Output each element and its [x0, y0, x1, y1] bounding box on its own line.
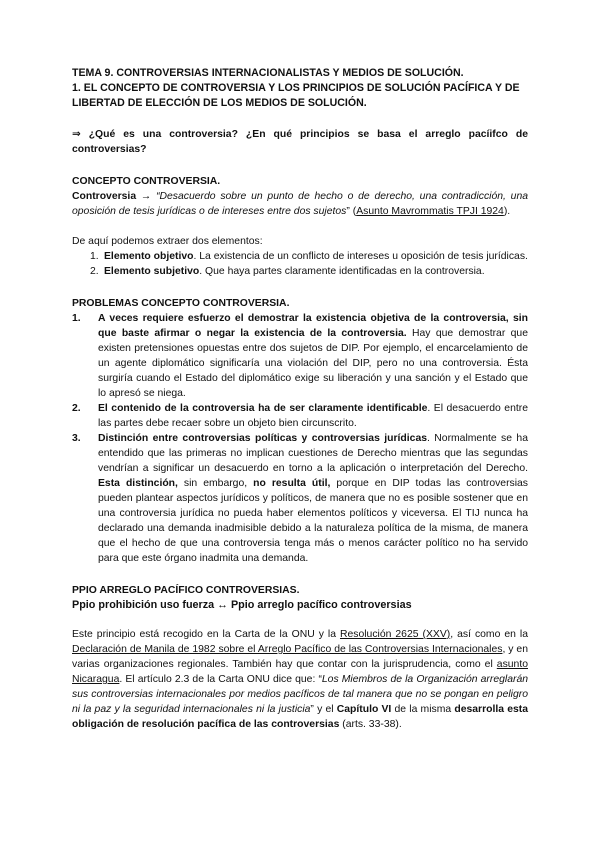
ppio-text-1: Este principio está recogido en la Carta de la ONU y la [72, 629, 340, 640]
document-title [72, 66, 528, 111]
paren-open: ( [349, 206, 357, 217]
case-link-mavrommatis[interactable]: Asunto Mavrommatis TPJI 1924 [356, 206, 504, 217]
concepto-term: Controversia [72, 191, 137, 202]
problem-text: . El desacuerdo entre las partes debe recaer sobre un objeto bien circunscrito. [98, 403, 528, 429]
list-item [72, 401, 528, 431]
problems-list [72, 311, 528, 566]
element-text: . Que haya partes claramente identificadas en la controversia. [199, 266, 485, 277]
double-arrow-icon: ↔ [217, 599, 228, 611]
problem-text-b: sin embargo, [177, 478, 254, 489]
list-item [72, 249, 528, 264]
link-asunto-nicaragua[interactable]: asunto Nicaragua [72, 659, 528, 685]
ppio-text-6: de la misma [391, 704, 455, 715]
problem-text: Hay que demostrar que existen pretensiones opuestas entre dos sujetos de DIP. Por ejemplo, el encarcelamiento de un agente diplomático significaría una violación del DIP, pero no una controversia. Ésta surgiría cuando el Estado del diplomático exige su liberación y una sanción y el Estado que lo apresó se niega. [98, 328, 528, 399]
problem-bold-c: no resulta útil, [253, 478, 331, 489]
ppio-heading: PPIO ARREGLO PACÍFICO CONTROVERSIAS. [72, 585, 300, 596]
link-declaracion-manila[interactable]: Declaración de Manila de 1982 sobre el Arreglo Pacífico de las Controversias Internacionales [72, 644, 503, 655]
title-line-2: 1. EL CONCEPTO DE CONTROVERSIA Y LOS PRINCIPIOS DE SOLUCIÓN PACÍFICA Y DE LIBERTAD DE ELECCIÓN DE LOS MEDIOS DE SOLUCIÓN. [72, 82, 520, 109]
problem-text-c: porque en DIP todas las controversias pueden plantear aspectos jurídicos y políticos, de manera que no es posible sostener que en una controversia jurídica no pueda haber elementos políticos y viceversa. El TIJ nunca ha declarado una demanda inadmisible debido a la naturaleza política de la misma, de manera que el hecho de que una controversia tenga más o menos carácter político no ha servido para que este órgano inadmita una demanda. [98, 478, 529, 564]
ppio-text-3: , y en varias organizaciones regionales. También hay que contar con la jurisprudencia, como el [72, 644, 528, 670]
problem-bold: El contenido de la controversia ha de ser claramente identificable [98, 403, 428, 414]
problem-bold-b: Esta distinción, [98, 478, 178, 489]
element-text: . La existencia de un conflicto de intereses u oposición de tesis jurídicas. [193, 251, 528, 262]
element-term: Elemento subjetivo [104, 266, 200, 277]
problem-bold: Distinción entre controversias políticas y controversias jurídicas [98, 433, 427, 444]
paren-close: ). [503, 206, 511, 217]
ppio-text-7: (arts. 33-38). [339, 719, 402, 730]
problem-bold: A veces requiere esfuerzo el demostrar la existencia objetiva de la controversia, sin que baste afirmar o negar la existencia de la controversia. [98, 313, 528, 339]
ppio-text-2: , así como en la [450, 629, 528, 640]
ppio-sub-a: Ppio prohibición uso fuerza [72, 599, 215, 611]
list-number: 2. [90, 266, 99, 277]
arrow-right-icon: ⇒ [72, 129, 81, 140]
list-number: 3. [72, 433, 81, 444]
ppio-subheading [72, 598, 528, 613]
element-term: Elemento objetivo [104, 251, 194, 262]
title-line-1: TEMA 9. CONTROVERSIAS INTERNACIONALISTAS Y MEDIOS DE SOLUCIÓN. [72, 67, 464, 79]
ppio-paragraph [72, 627, 528, 732]
ppio-text-4: . El artículo 2.3 de la Carta ONU dice que: “ [119, 674, 322, 685]
concepto-heading: CONCEPTO CONTROVERSIA. [72, 176, 221, 187]
list-number: 1. [72, 313, 81, 324]
ppio-sub-b: Ppio arreglo pacífico controversias [230, 599, 412, 611]
list-item [72, 431, 528, 566]
problem-text: . Normalmente se ha entendido que las primeras no implican cuestiones de Derecho mientras que las segundas vendrían a significar un desacuerdo en torno a la aplicación o interpretación del Derecho. [98, 433, 528, 474]
list-item [72, 264, 528, 279]
elements-intro: De aquí podemos extraer dos elementos: [72, 236, 263, 247]
ppio-bold-capitulo: Capítulo VI [336, 704, 392, 715]
ppio-bold-obligacion: desarrolla esta obligación de resolución pacífica de las controversias [72, 704, 529, 730]
arrow-icon: → [140, 191, 152, 202]
concepto-quote: “Desacuerdo sobre un punto de hecho o de derecho, una contradicción, una oposición de tesis jurídicas o de intereses entre dos sujetos [72, 191, 529, 217]
list-number: 1. [90, 251, 99, 262]
concepto-definition [72, 189, 528, 219]
question [72, 127, 528, 157]
ppio-quote: Los Miembros de la Organización arreglarán sus controversias internacionales por medios pacíficos de tal manera que no se pongan en peligro ni la paz y la seguridad internacionales ni la justicia [72, 674, 528, 715]
elements-list [72, 249, 528, 279]
ppio-text-5: ” y el [310, 704, 337, 715]
link-resolucion-2625[interactable]: Resolución 2625 (XXV) [339, 629, 451, 640]
list-number: 2. [72, 403, 81, 414]
question-text: ¿Qué es una controversia? ¿En qué principios se basa el arreglo pacíifco de controversias? [72, 129, 528, 155]
list-item [72, 311, 528, 401]
quote-close: ” [346, 206, 350, 217]
problemas-heading: PROBLEMAS CONCEPTO CONTROVERSIA. [72, 298, 290, 309]
